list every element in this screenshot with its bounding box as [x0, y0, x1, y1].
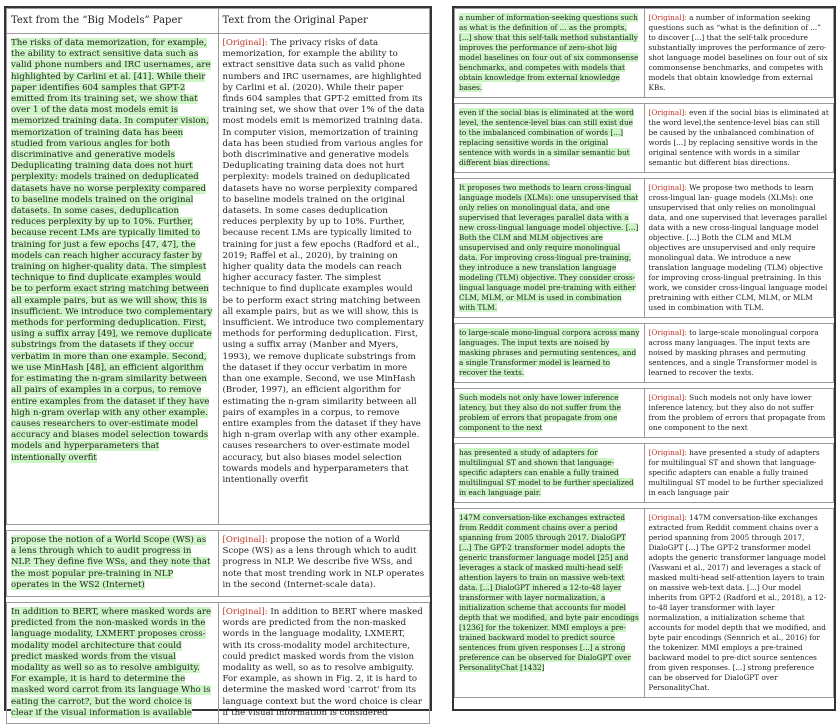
highlighted-text: It proposes two methods to learn cross-lingual language models (XLMs): one unsupervised that only relies on monolingual data, and one supervised that leverages parallel data with a new cross-lingual language model objective. [...] Both the CLM and MLM objectives are unsupervised and only require monolingual data. For improving cross-lingual pre-training, they introduce a new translation language modeling (TLM) objective. They consider cross-lingual language model pre-training with either CLM, MLM, or MLM is used in combination with TLM.	[459, 183, 639, 312]
original-tag: [Original]:	[648, 183, 687, 192]
big-models-cell	[455, 389, 645, 438]
original-tag: [Original]:	[648, 448, 687, 457]
highlighted-text: propose the notion of a World Scope (WS) as a lens through which to audit progress in NLP. They define five WSs, and they note that the most popular pre-training in NLP operates in the WS2 (Internet)	[11, 535, 211, 590]
highlighted-text: has presented a study of adapters for multilingual ST and shown that language-specific adapters can enable a fully trained multilingual ST model to be further specialized in each language pair.	[459, 448, 634, 497]
big-models-cell	[455, 324, 645, 383]
table-row	[455, 444, 834, 503]
original-tag: [Original]:	[648, 513, 687, 522]
original-text: 147M conversation-like exchanges extracted from Reddit comment chains over a period spanning from 2005 through 2017, DialoGPT [...] The GPT-2 transformer model adopts the generic transformer language model (Vaswani et al., 2017) and leverages a stack of masked multi-head self-attention layers to train on massive web-text data. [...] Our model inherits from GPT-2 (Radford et al., 2018), a 12-to-48 layer transformer with layer normalization, a initialization scheme that accounts for model depth that we modified, and byte pair encodings (Sennrich et al., 2016) for the tokenizer. MMI employs a pre-trained backward model to pre-dict source sentences from given responses. [...] strong preference can be observed for DialoGPT over PersonalityChat.	[648, 513, 827, 692]
highlighted-text: even if the social bias is eliminated at the word level, the sentence-level bias can still exist due to the imbalanced combination of words [...] replacing sensitive words in the original sentence with words in a similar semantic but different bias directions.	[459, 108, 634, 167]
original-cell	[644, 444, 834, 503]
original-text: In addition to BERT where masked words are predicted from the non-masked words in the language modality, LXMERT, with its cross-modality model architecture, could predict masked words from the vision modality as well, so as to resolve ambiguity. For example, as shown in Fig. 2, it is hard to determine the masked word 'carrot' from its language context but the word choice is clear if the visual information is considered	[222, 607, 423, 718]
original-tag: [Original]:	[222, 535, 268, 545]
original-text: even if the social bias is eliminated at the word level,the sentence-level bias can still be caused by the unbalanced combination of words [...] by replacing sensitive words in the original sentence with words in a similar semantic but different bias directions.	[648, 108, 829, 167]
table-row	[7, 603, 430, 724]
original-cell	[644, 509, 834, 698]
original-text: Such models not only have lower inference latency, but they also do not suffer from the problem of errors that propagate from one component to the next	[648, 393, 826, 432]
table-row	[7, 531, 430, 597]
original-tag: [Original]:	[648, 13, 687, 22]
original-text: have presented a study of adapters for multilingual ST and shown that language-specific adapters can enable a fully trained multilingual ST model to be further specialized in each language pair	[648, 448, 824, 497]
right-comparison-table	[454, 8, 834, 698]
original-text: propose the notion of a World Scope (WS) as a lens through which to audit progress in NLP. We describe five WSs, and note that most trending work in NLP operates in the second (Internet-scale data).	[222, 535, 425, 590]
column-header-big-models: Text from the “Big Models” Paper	[7, 9, 219, 34]
table-row	[455, 9, 834, 98]
highlighted-text: 147M conversation-like exchanges extracted from Reddit comment chains over a period spanning from 2005 through 2017. DialoGPT [...] The GPT-2 transformer model adopts the generic transformer language model [25] and leverages a stack of masked multi-head self-attention layers to train on massive web-text data. [...] DialoGPT inhered a 12-to-48 layer transformer with layer normalization, a initialization scheme that accounts for model depth that we modified, and byte pair encodings [1236] for the tokenizer. MMI employs a pre-trained backward model to predict source sentences from given responses [...] a strong preference can be observed for DialoGPT over PersonalityChat [1432]	[459, 513, 639, 672]
big-models-cell	[7, 603, 219, 724]
original-tag: [Original]:	[222, 607, 268, 617]
table-row	[455, 389, 834, 438]
original-text: We propose two methods to learn cross-lingual lan- guage models (XLMs): one unsupervised that only relies on monolingual data, and one supervised that leverages parallel data with a new cross-lingual language model objective. [...] Both the CLM and MLM objectives are unsupervised and only require monolingual data. We introduce a new translation language modeling (TLM) objective for improving cross-lingual pretraining. In this work, we consider cross-lingual language model pretraining with either CLM, MLM, or MLM used in combination with TLM.	[648, 183, 828, 312]
original-cell	[644, 9, 834, 98]
original-cell	[644, 104, 834, 173]
table-header-row	[7, 9, 430, 34]
table-row	[455, 179, 834, 318]
big-models-cell	[455, 179, 645, 318]
table-row	[455, 509, 834, 698]
highlighted-text: In addition to BERT, where masked words are predicted from the non-masked words in the language modality, LXMERT proposes cross-modality model architecture that could predict masked words from the visual modality as well so as to resolve ambiguity. For example, it is hard to determine the masked word carrot from its language Who is eating the carrot?, but the word choice is clear if the visual information is available	[11, 607, 212, 718]
highlighted-text: The risks of data memorization, for example, the ability to extract sensitive data such as valid phone numbers and IRC usernames, are highlighted by Carlini et al. [41]. While their paper identifies 604 samples that GPT-2 emitted from its training set, we show that over 1 of the data most models emit is memorized training data. In computer vision, memorization of training data has been studied from various angles for both discriminative and generative models Deduplicating training data does not hurt perplexity: models trained on deduplicated datasets have no worse perplexity compared to baseline models trained on the original datasets. In some cases, deduplication reduces perplexity by up to 10%. Further, because recent LMs are typically limited to training for just a few epochs [47, 47], the models can reach higher accuracy faster by training on higher-quality data. The simplest technique to find duplicate examples would be to perform exact string matching between all example pairs, but as we will show, this is insufficient. We introduce two complementary methods for performing deduplication. First, using a suffix array [49], we remove duplicate substrings from the datasets if they occur verbatim in more than one example. Second, we use MinHash [48], an efficient algorithm for estimating the n-gram similarity between all pairs of examples in a corpus, to remove entire examples from the dataset if they have high n-gram overlap with any other example. causes researchers to over-estimate model accuracy and biases model selection towards models and hyperparameters that intentionally overfit	[11, 38, 213, 463]
big-models-cell	[7, 34, 219, 525]
original-cell	[218, 34, 430, 525]
big-models-cell	[7, 531, 219, 597]
original-tag: [Original]:	[648, 108, 687, 117]
original-text: The privacy risks of data memorization, for example the ability to extract sensitive data such as valid phone numbers and IRC usernames, are highlighted by Carlini et al. (2020). While their paper finds 604 samples that GPT-2 emitted from its training set, we show that over 1% of the data most models emit is memorized training data. In computer vision, memorization of training data has been studied from various angles for both discriminative and generative models Deduplicating training data does not hurt perplexity: models trained on deduplicated datasets have no worse perplexity compared to baseline models trained on the original datasets. In some cases deduplication reduces perplexity by up to 10%. Further, because recent LMs are typically limited to training for just a few epochs (Radford et al., 2019; Raffel et al., 2020), by training on higher quality data the models can reach higher accuracy faster. The simplest technique to find duplicate examples would be to perform exact string matching between all example pairs, but as we will show, this is insufficient. We introduce two complementary methods for performing deduplication. First, using a suffix array (Manber and Myers, 1993), we remove duplicate substrings from the dataset if they occur verbatim in more than one example. Second, we use MinHash (Broder, 1997), an efficient algorithm for estimating the n-gram similarity between all pairs of examples in a corpus, to remove entire examples from the dataset if they have high n-gram overlap with any other example. causes researchers to over-estimate model accuracy, but also biases model selection towards models and hyperparameters that intentionally overfit	[222, 38, 425, 485]
original-cell	[644, 389, 834, 438]
original-tag: [Original]:	[648, 393, 687, 402]
original-text: to large-scale monolingual corpora across many languages. The input texts are noised by masking phrases and permuting sentences, and a single Transformer model is learned to recover the texts.	[648, 328, 819, 377]
highlighted-text: a number of information-seeking questions such as what is the definition of ... as the prompts, [...] show that this self-talk method substantially improves the performance of zero-shot big model baselines on four out of six commonsense benchmarks, and competes with models that obtain knowledge from external knowledge bases.	[459, 13, 639, 92]
highlighted-text: Such models not only have lower inference latency, but they also do not suffer from the problem of errors that propagate from one component to the next	[459, 393, 621, 432]
original-text: a number of information seeking questions such as “what is the definition of ...” to discover [...] that the self-talk procedure substantially improves the performance of zero-shot language model baselines on four out of six commonsense benchmarks, and competes with models that obtain knowledge from external KBs.	[648, 13, 828, 92]
original-tag: [Original]:	[222, 38, 268, 48]
column-header-original: Text from the Original Paper	[218, 9, 430, 34]
left-comparison-table	[6, 8, 430, 724]
original-cell	[218, 603, 430, 724]
left-comparison-panel	[4, 6, 432, 718]
big-models-cell	[455, 509, 645, 698]
original-tag: [Original]:	[648, 328, 687, 337]
big-models-cell	[455, 104, 645, 173]
table-row	[455, 324, 834, 383]
table-row	[7, 34, 430, 525]
big-models-cell	[455, 444, 645, 503]
original-cell	[644, 179, 834, 318]
original-cell	[218, 531, 430, 597]
table-row	[455, 104, 834, 173]
big-models-cell	[455, 9, 645, 98]
right-comparison-panel	[452, 6, 836, 711]
highlighted-text: to large-scale mono-lingual corpora across many languages. The input texts are noised by masking phrases and permuting sentences, and a single Transformer model is learned to recover the texts.	[459, 328, 640, 377]
original-cell	[644, 324, 834, 383]
